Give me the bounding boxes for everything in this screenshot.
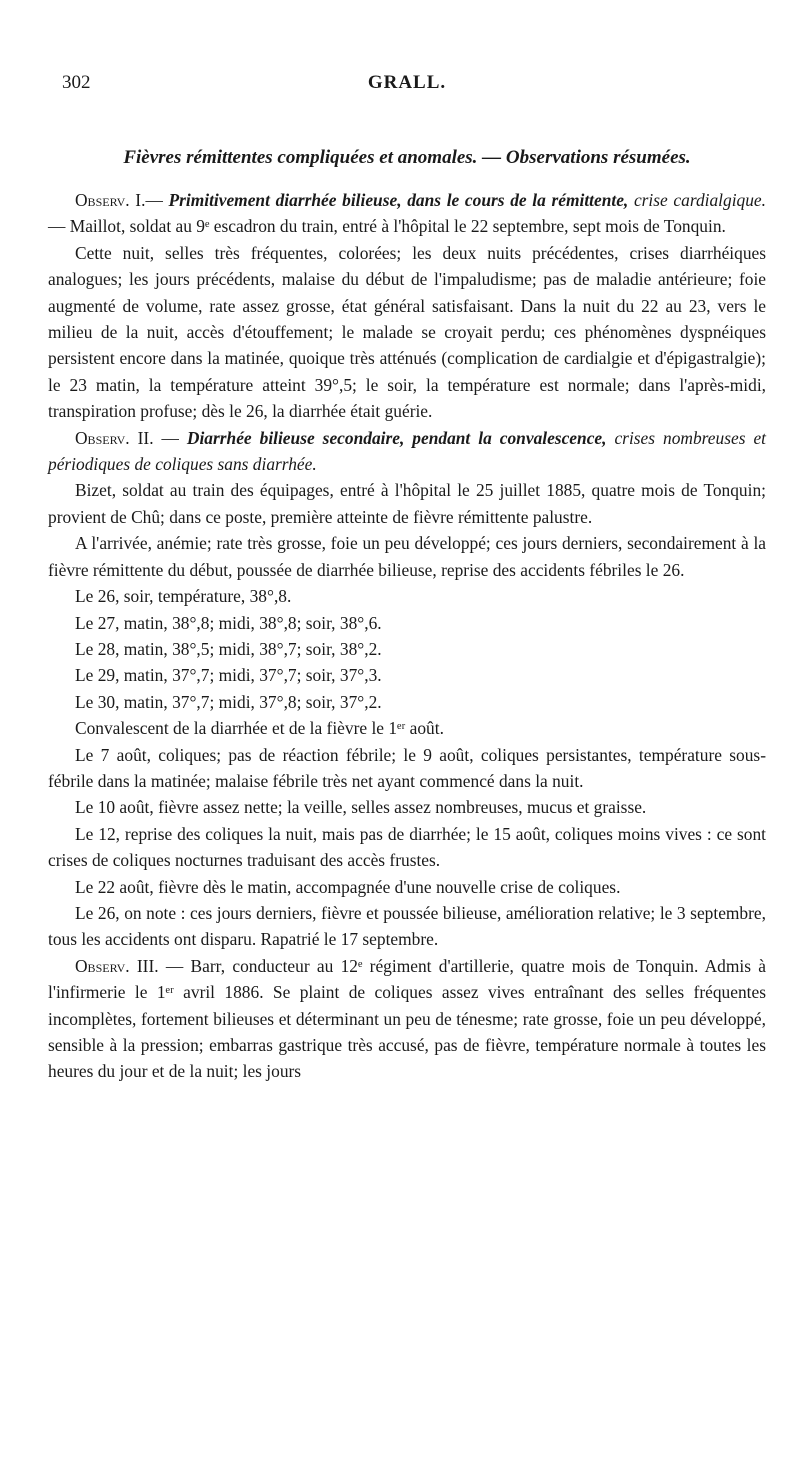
temperature-line: Le 26, soir, température, 38°,8.	[75, 586, 292, 607]
paragraph-text: — Maillot, soldat au 9ᵉ escadron du train, entré à l'hôpital le 22 septembre, sept mois de Tonquin.	[48, 216, 726, 237]
observation-1-heading	[48, 187, 766, 240]
observation-3-heading	[48, 953, 766, 1085]
page-number: 302	[62, 72, 91, 93]
observation-2-heading	[48, 425, 766, 478]
paragraph: Cette nuit, selles très fréquentes, colorées; les deux nuits précédentes, crises diarrhéiques analogues; les jours précédents, malaise du début de l'impaludisme; pas de maladie antérieure; foie augmenté de volume, rate assez grosse, état général satisfaisant. Dans la nuit du 22 au 23, vers le milieu de la nuit, accès d'étouffement; le malade se croyait perdu; ces phénomènes dyspnéiques persistent encore dans la matinée, quoique très atténués (complication de cardialgie et d'épigastralgie); le 23 matin, la température atteint 39°,5; le soir, la température est normale; dans l'après-midi, transpiration profuse; dès le 26, la diarrhée était guérie.	[48, 242, 766, 422]
observation-title: Diarrhée bilieuse secondaire, pendant la convalescence,	[186, 427, 607, 448]
running-title: GRALL.	[367, 72, 447, 93]
dash: —	[145, 190, 169, 210]
observation-subtitle: crise cardialgique.	[628, 190, 766, 210]
paragraph: Le 12, reprise des coliques la nuit, mais pas de diarrhée; le 15 août, coliques moins vives : ce sont crises de coliques nocturnes traduisant des accès frustes.	[48, 823, 766, 871]
observation-subtitle: crises nombreuses et périodiques de coliques sans diarrhée.	[48, 427, 766, 475]
temperature-line: Le 29, matin, 37°,7; midi, 37°,7; soir, 37°,3.	[75, 665, 382, 686]
observation-label: Observ. I.	[75, 190, 146, 210]
section-title: Fièvres rémittentes compliquées et anomales. — Observations résumées.	[123, 147, 691, 168]
paragraph-text: Barr, conducteur au 12ᵉ régiment d'artillerie, quatre mois de Tonquin. Admis à l'infirmerie le 1ᵉʳ avril 1886. Se plaint de coliques assez vives entraînant des selles fréquentes incomplètes, fortement bilieuses et déterminant un peu de ténesme; rate grosse, foie un peu développé, sensible à la pression; embarras gastrique très accusé, pas de fièvre, température normale à toutes les heures du jour et de la nuit; les jours	[48, 955, 766, 1082]
body-text	[48, 187, 766, 1085]
temperature-line: Le 28, matin, 38°,5; midi, 38°,7; soir, 38°,2.	[75, 638, 382, 659]
paragraph: Convalescent de la diarrhée et de la fièvre le 1ᵉʳ août.	[75, 718, 444, 739]
running-head	[48, 72, 766, 96]
paragraph: Le 26, on note : ces jours derniers, fièvre et poussée bilieuse, amélioration relative; le 3 septembre, tous les accidents ont disparu. Rapatrié le 17 septembre.	[48, 902, 766, 950]
paragraph: A l'arrivée, anémie; rate très grosse, foie un peu développé; ces jours derniers, secondairement à la fièvre rémittente du début, poussée de diarrhée bilieuse, reprise des accidents fébriles le 26.	[48, 533, 766, 580]
paragraph: Le 10 août, fièvre assez nette; la veille, selles assez nombreuses, mucus et graisse.	[75, 797, 647, 818]
temperature-line: Le 27, matin, 38°,8; midi, 38°,8; soir, 38°,6.	[75, 612, 382, 633]
dash: —	[158, 955, 191, 976]
observation-label: Observ. II.	[75, 427, 154, 448]
observation-title: Primitivement diarrhée bilieuse, dans le cours de la rémittente,	[168, 190, 629, 210]
temperature-line: Le 30, matin, 37°,7; midi, 37°,8; soir, 37°,2.	[75, 691, 382, 712]
paragraph: Bizet, soldat au train des équipages, entré à l'hôpital le 25 juillet 1885, quatre mois de Tonquin; provient de Chû; dans ce poste, première atteinte de fièvre rémittente palustre.	[48, 480, 766, 527]
dash: —	[153, 427, 187, 448]
paragraph: Le 22 août, fièvre dès le matin, accompagnée d'une nouvelle crise de coliques.	[75, 876, 621, 897]
observation-label: Observ. III.	[75, 955, 159, 976]
paragraph: Le 7 août, coliques; pas de réaction fébrile; le 9 août, coliques persistantes, température sous-fébrile dans la matinée; malaise fébrile très net ayant commencé dans la nuit.	[48, 744, 766, 791]
